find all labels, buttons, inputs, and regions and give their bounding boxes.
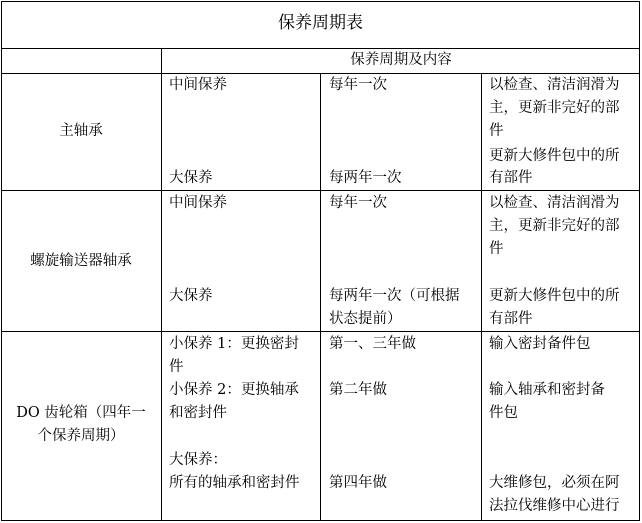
maintenance-type: 中间保养 [169, 195, 227, 211]
maintenance-content: 输入密封备件包 [489, 336, 591, 352]
component-do-gearbox: 个保养周期） [37, 428, 125, 444]
maintenance-content: 以检查、清洁润滑为 [489, 77, 620, 93]
maintenance-content: 大维修包，必须在阿 [489, 475, 620, 491]
maintenance-period: 状态提前） [329, 311, 402, 327]
maintenance-content: 件 [489, 241, 504, 257]
maintenance-type: 件 [169, 359, 184, 375]
maintenance-period: 第四年做 [329, 475, 387, 491]
maintenance-period: 每年一次 [329, 77, 387, 93]
maintenance-content: 法拉伐维修中心进行 [489, 498, 620, 514]
maintenance-type: 大保养 [169, 170, 213, 186]
component-screw-conveyor-bearing: 螺旋输送器轴承 [30, 253, 132, 269]
maintenance-period: 第二年做 [329, 382, 387, 398]
maintenance-content: 以检查、清洁润滑为 [489, 195, 620, 211]
maintenance-content: 有部件 [489, 311, 533, 327]
maintenance-type: 大保养： [169, 452, 227, 468]
maintenance-content: 输入轴承和密封备 [489, 382, 605, 398]
component-main-bearing: 主轴承 [59, 123, 103, 139]
maintenance-content: 件包 [489, 405, 518, 421]
component-do-gearbox: DO 齿轮箱（四年一 [16, 405, 146, 421]
page-title: 保养周期表 [278, 13, 363, 33]
maintenance-type: 小保养 1：更换密封 [169, 336, 299, 352]
rule-col2 [320, 73, 321, 521]
maintenance-type: 大保养 [169, 288, 213, 304]
maintenance-type: 中间保养 [169, 77, 227, 93]
column-header: 保养周期及内容 [350, 52, 452, 68]
maintenance-period: 每年一次 [329, 195, 387, 211]
maintenance-type: 小保养 2：更换轴承 [169, 382, 299, 398]
rule-col3 [481, 73, 482, 521]
maintenance-content: 主，更新非完好的部 [489, 218, 620, 234]
rule-col1 [161, 48, 162, 521]
maintenance-content: 主，更新非完好的部 [489, 100, 620, 116]
maintenance-type: 所有的轴承和密封件 [169, 475, 300, 491]
maintenance-content: 件 [489, 123, 504, 139]
maintenance-content: 更新大修件包中的所 [489, 288, 620, 304]
maintenance-content: 有部件 [489, 170, 533, 186]
maintenance-period: 每两年一次 [329, 170, 402, 186]
maintenance-period: 每两年一次（可根据 [329, 288, 460, 304]
maintenance-type: 和密封件 [169, 405, 227, 421]
maintenance-period: 第一、三年做 [329, 336, 416, 352]
maintenance-content: 更新大修件包中的所 [489, 148, 620, 164]
